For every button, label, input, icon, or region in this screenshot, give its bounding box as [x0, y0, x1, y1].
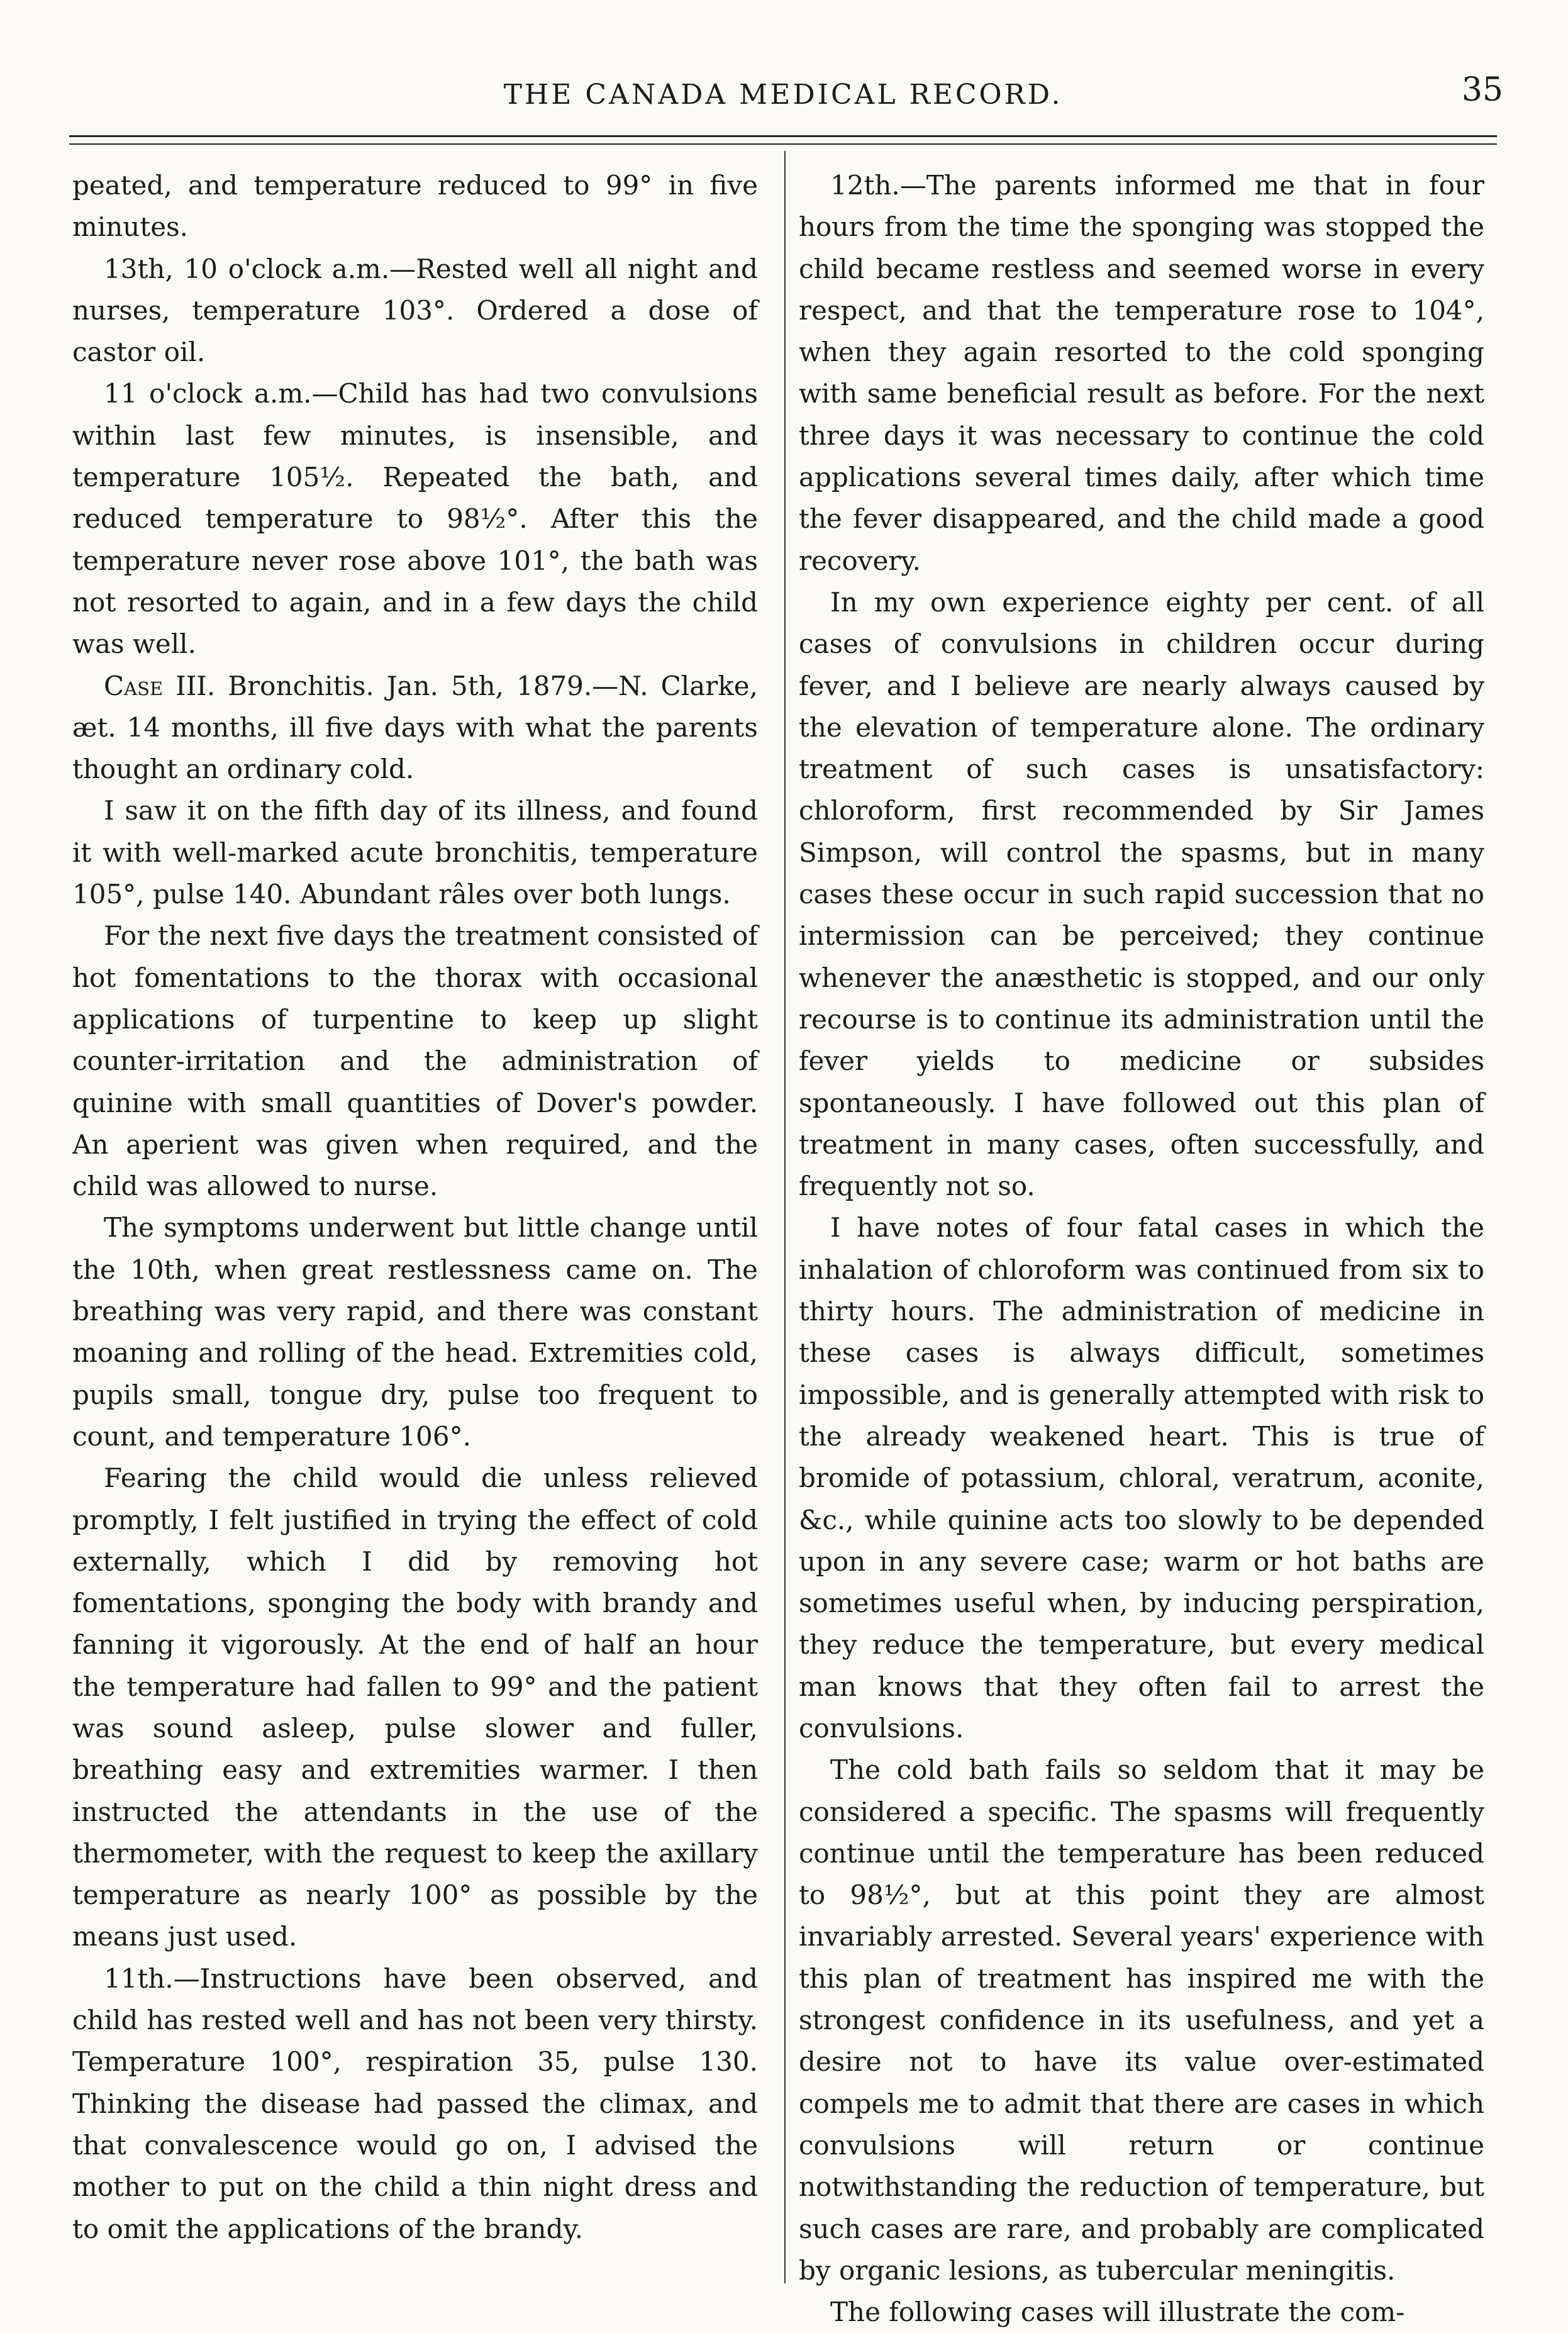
running-title: THE CANADA MEDICAL RECORD. — [503, 79, 1063, 111]
paragraph: I saw it on the fifth day of its illness, and found it with well-marked acute bronchitis, temperature 105°, pulse 140. Abundant râles over both lungs. — [72, 795, 758, 910]
paragraph: The cold bath fails so seldom that it may be considered a specific. The spasms will frequently continue until the temperature has been reduced to 98½°, but at this point they are almost invariably arrested. Several years' experience with this plan of treatment has inspired me with the strongest confidence in its usefulness, and yet a desire not to have its value over-estimated compels me to admit that there are cases in which convulsions will return or continue notwithstanding the reduction of temperature, but such cases are rare, and probably are complicated by organic lesions, as tubercular meningitis. — [799, 1754, 1484, 2286]
paragraph: The symptoms underwent but little change until the 10th, when great restlessness came on. The breathing was very rapid, and there was constant moaning and rolling of the head. Extremities cold, pupils small, tongue dry, pulse too frequent to count, and temperature 106°. — [72, 1212, 758, 1452]
page-number: 35 — [1461, 71, 1503, 109]
case-heading-paragraph — [72, 665, 758, 791]
case-label: Case III. — [104, 670, 216, 701]
paragraph: For the next five days the treatment consisted of hot fomentations to the thorax with occasional applications of turpentine to keep up slight counter-irritation and the administration of quinine with small quantities of Dover's powder. An aperient was given when required, and the child was allowed to nurse. — [72, 920, 758, 1202]
case-text: Bronchitis. Jan. 5th, 1879.—N. Clarke, æt. 14 months, ill five days with what the parents thought an ordinary cold. — [72, 670, 758, 785]
header-rule-double — [69, 143, 1497, 145]
paragraph: Fearing the child would die unless relieved promptly, I felt justified in trying the effect of cold externally, which I did by removing hot fomentations, sponging the body with brandy and fanning it vigorously. At the end of half an hour the temperature had fallen to 99° and the patient was sound asleep, pulse slower and fuller, breathing easy and extremities warmer. I then instructed the attendants in the use of the thermometer, with the request to keep the axillary temperature as nearly 100° as possible by the means just used. — [72, 1462, 758, 1952]
paragraph: 11 o'clock a.m.—Child has had two convulsions within last few minutes, is insensible, and temperature 105½. Repeated the bath, and reduced temperature to 98½°. After this the temperature never rose above 101°, the bath was not resorted to again, and in a few days the child was well. — [72, 378, 758, 660]
page-header — [63, 60, 1503, 129]
header-rule — [69, 135, 1497, 137]
left-column — [72, 165, 758, 2250]
paragraph: 11th.—Instructions have been observed, and child has rested well and has not been very thirsty. Temperature 100°, respiration 35, pulse 130. Thinking the disease had passed the climax, and that convalescence would go on, I advised the mother to put on the child a thin night dress and to omit the applications of the brandy. — [72, 1963, 758, 2244]
right-column — [799, 165, 1484, 2333]
paragraph: 13th, 10 o'clock a.m.—Rested well all night and nurses, temperature 103°. Ordered a dose of castor oil. — [72, 253, 758, 368]
paragraph: I have notes of four fatal cases in which the inhalation of chloroform was continued from six to thirty hours. The administration of medicine in these cases is always difficult, sometimes impossible, and is generally attempted with risk to the already weakened heart. This is true of bromide of potassium, chloral, veratrum, aconite, &c., while quinine acts too slowly to be depended upon in any severe case; warm or hot baths are sometimes useful when, by inducing perspiration, they reduce the temperature, but every medical man knows that they often fail to arrest the convulsions. — [799, 1212, 1484, 1744]
paragraph: The following cases will illustrate the com- — [830, 2297, 1405, 2328]
paragraph: 12th.—The parents informed me that in four hours from the time the sponging was stopped the child became restless and seemed worse in every respect, and that the temperature rose to 104°, when they again resorted to the cold sponging with same beneficial result as before. For the next three days it was necessary to continue the cold applications several times daily, after which time the fever disappeared, and the child made a good recovery. — [799, 170, 1484, 576]
paragraph: peated, and temperature reduced to 99° in five minutes. — [72, 170, 758, 243]
column-divider — [784, 151, 786, 2283]
paragraph: In my own experience eighty per cent. of all cases of convulsions in children occur during fever, and I believe are nearly always caused by the elevation of temperature alone. The ordinary treatment of such cases is unsatisfactory: chloroform, first recommended by Sir James Simpson, will control the spasms, but in many cases these occur in such rapid succession that no intermission can be perceived; they continue whenever the anæsthetic is stopped, and our only recourse is to continue its administration until the fever yields to medicine or subsides spontaneously. I have followed out this plan of treatment in many cases, often successfully, and frequently not so. — [799, 586, 1484, 1202]
